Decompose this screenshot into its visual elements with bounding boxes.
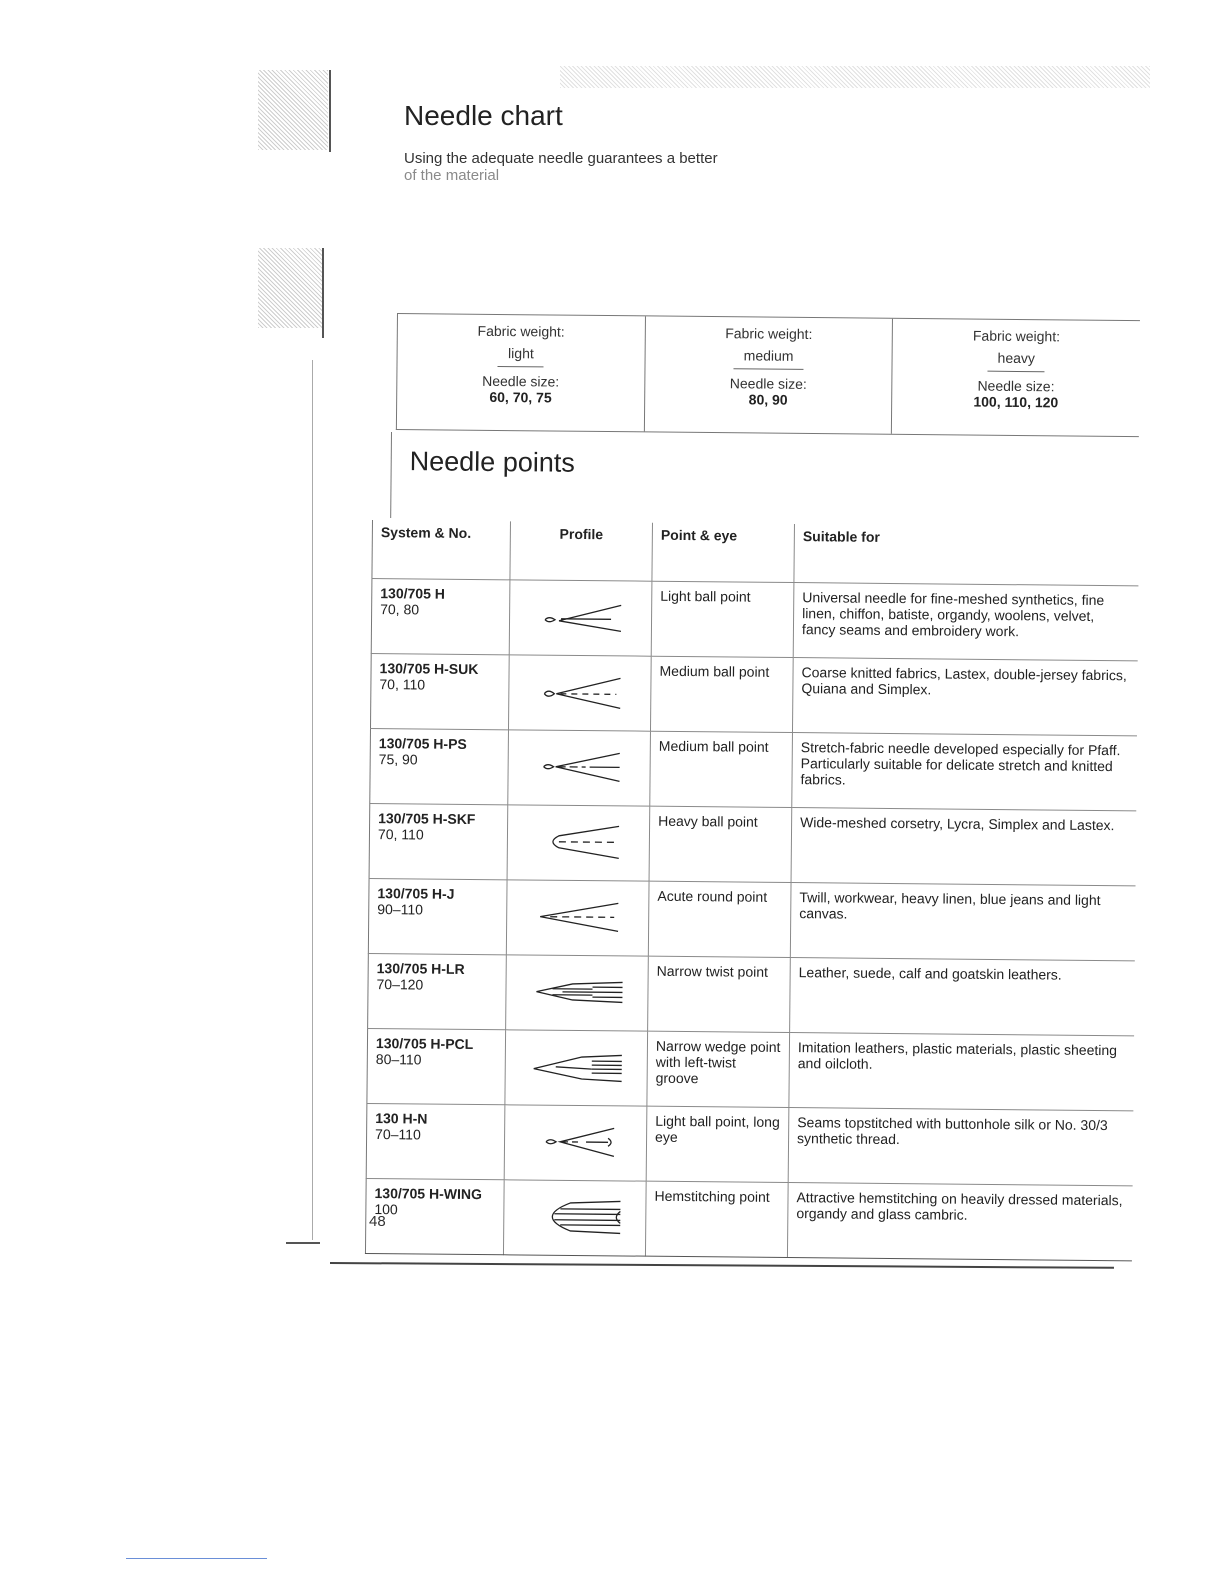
point-cell: Acute round point bbox=[648, 881, 791, 957]
section-title: Needle points bbox=[409, 446, 575, 478]
stretch-needle-icon bbox=[529, 746, 629, 787]
profile-cell bbox=[507, 805, 650, 881]
page-title: Needle chart bbox=[404, 100, 563, 131]
system-code: 130/705 H-SKF bbox=[378, 810, 476, 828]
needle-numbers: 80–110 bbox=[375, 1051, 422, 1068]
profile-cell bbox=[504, 1105, 647, 1181]
needle-numbers: 70, 110 bbox=[377, 826, 424, 843]
fabric-weight-label: Fabric weight: bbox=[477, 322, 565, 340]
profile-cell bbox=[505, 1030, 648, 1106]
intro-line-1: Using the adequate needle guarantees a better bbox=[404, 150, 718, 167]
table-row bbox=[369, 803, 1136, 885]
bottom-rule bbox=[330, 1262, 1114, 1269]
system-code: 130/705 H-PCL bbox=[375, 1035, 474, 1052]
needle-points-table bbox=[365, 520, 1139, 1261]
light-ball-point-needle-icon bbox=[530, 596, 630, 637]
system-cell bbox=[367, 1028, 506, 1104]
needle-numbers: 70, 80 bbox=[380, 601, 420, 618]
profile-cell bbox=[508, 655, 651, 731]
system-code: 130/705 H-SUK bbox=[379, 660, 479, 678]
scan-edge-line bbox=[329, 70, 331, 152]
heavy-ball-point-needle-icon bbox=[528, 821, 628, 862]
table-row bbox=[366, 1103, 1133, 1185]
scan-edge-line bbox=[322, 248, 324, 338]
system-code: 130/705 H-PS bbox=[378, 735, 467, 752]
point-cell: Medium ball point bbox=[650, 656, 793, 732]
system-code: 130 H-N bbox=[375, 1110, 428, 1127]
profile-cell bbox=[506, 880, 649, 956]
point-cell: Narrow wedge point with left-twist groove bbox=[647, 1031, 790, 1107]
system-code: 130/705 H-J bbox=[377, 885, 455, 902]
wedge-point-needle-icon bbox=[521, 1048, 631, 1085]
system-code: 130/705 H bbox=[380, 585, 445, 602]
needle-numbers: 70–120 bbox=[376, 976, 424, 993]
system-cell bbox=[368, 953, 507, 1029]
table-row bbox=[370, 728, 1137, 810]
table-row bbox=[368, 878, 1135, 960]
system-cell bbox=[365, 1178, 504, 1254]
needle-numbers: 70, 110 bbox=[379, 676, 426, 693]
blue-rule bbox=[126, 1558, 267, 1559]
system-code: 130/705 H-WING bbox=[374, 1185, 482, 1203]
suitable-cell: Leather, suede, calf and goatskin leathers. bbox=[790, 958, 1135, 1036]
medium-ball-point-needle-icon bbox=[530, 671, 630, 712]
acute-round-point-needle-icon bbox=[528, 896, 628, 937]
header-suitable: Suitable for bbox=[794, 524, 1139, 586]
needle-numbers: 70–110 bbox=[375, 1126, 421, 1143]
fabric-weight-value: heavy bbox=[987, 344, 1045, 373]
profile-cell bbox=[509, 580, 652, 656]
profile-cell bbox=[506, 955, 649, 1031]
intro-line-2: of the material bbox=[404, 167, 500, 184]
intro-text bbox=[404, 150, 784, 184]
needle-size-label: Needle size: bbox=[729, 375, 807, 392]
fabric-weight-label: Fabric weight: bbox=[725, 325, 813, 342]
suitable-cell: Coarse knitted fabrics, Lastex, double-jersey fabrics, Quiana and Simplex. bbox=[792, 658, 1137, 736]
needle-numbers: 75, 90 bbox=[378, 751, 418, 768]
fabric-column-heavy bbox=[892, 319, 1140, 436]
header-system: System & No. bbox=[372, 520, 511, 580]
needle-points-section bbox=[390, 432, 1140, 525]
system-cell bbox=[366, 1103, 505, 1179]
suitable-cell: Twill, workwear, heavy linen, blue jeans and light canvas. bbox=[790, 883, 1135, 961]
needle-numbers: 90–110 bbox=[377, 901, 424, 918]
point-cell: Light ball point bbox=[651, 581, 794, 657]
needle-size-value: 80, 90 bbox=[748, 391, 788, 408]
suitable-cell: Seams topstitched with buttonhole silk or No. 30/3 synthetic thread. bbox=[788, 1108, 1133, 1186]
scan-noise-left bbox=[258, 248, 324, 328]
table-row bbox=[370, 653, 1137, 735]
header-profile: Profile bbox=[510, 521, 653, 581]
system-cell bbox=[370, 728, 509, 804]
needle-size-label: Needle size: bbox=[482, 372, 560, 390]
profile-cell bbox=[503, 1180, 646, 1256]
point-cell: Narrow twist point bbox=[648, 956, 791, 1032]
table-header-row bbox=[372, 520, 1139, 586]
suitable-cell: Universal needle for fine-meshed synthetics, fine linen, chiffon, batiste, organdy, woolens, velvet, fancy seams and embroidery work. bbox=[793, 583, 1138, 661]
fabric-column-light bbox=[397, 314, 646, 431]
point-cell: Medium ball point bbox=[650, 731, 793, 807]
long-eye-needle-icon bbox=[525, 1121, 625, 1162]
fabric-weight-value: medium bbox=[734, 341, 804, 370]
needle-numbers: 100 bbox=[374, 1201, 398, 1218]
system-cell bbox=[369, 803, 508, 879]
fabric-column-medium bbox=[645, 316, 894, 433]
system-cell bbox=[371, 579, 510, 655]
point-cell: Heavy ball point bbox=[649, 806, 792, 882]
scan-noise-top-left bbox=[258, 70, 328, 150]
point-cell: Light ball point, long eye bbox=[646, 1106, 789, 1182]
system-cell bbox=[368, 878, 507, 954]
table-row bbox=[368, 953, 1135, 1035]
system-cell bbox=[370, 653, 509, 729]
suitable-cell: Imitation leathers, plastic materials, plastic sheeting and oilcloth. bbox=[789, 1033, 1134, 1111]
scan-edge-line bbox=[312, 360, 313, 1240]
table-row bbox=[371, 579, 1138, 661]
table-row bbox=[365, 1178, 1132, 1260]
fabric-weight-label: Fabric weight: bbox=[972, 327, 1061, 345]
suitable-cell: Wide-meshed corsetry, Lycra, Simplex and Lastex. bbox=[791, 808, 1136, 886]
system-code: 130/705 H-LR bbox=[376, 960, 465, 977]
fabric-weight-value: light bbox=[498, 339, 544, 367]
page-number: 48 bbox=[369, 1213, 386, 1230]
scan-edge-line bbox=[286, 1242, 320, 1244]
header-point: Point & eye bbox=[652, 523, 795, 583]
scan-noise-top bbox=[560, 66, 1150, 88]
needle-size-value: 60, 70, 75 bbox=[489, 388, 552, 406]
point-cell: Hemstitching point bbox=[645, 1181, 788, 1257]
profile-cell bbox=[508, 730, 651, 806]
hemstitching-needle-icon bbox=[520, 1196, 630, 1237]
twist-point-needle-icon bbox=[522, 973, 632, 1010]
suitable-cell: Stretch-fabric needle developed especially for Pfaff. Particularly suitable for delicate stretch and knitted fabrics. bbox=[792, 733, 1137, 811]
needle-size-label: Needle size: bbox=[977, 377, 1055, 395]
suitable-cell: Attractive hemstitching on heavily dressed materials, organdy and glass cambric. bbox=[787, 1183, 1132, 1261]
needle-size-value: 100, 110, 120 bbox=[973, 393, 1059, 411]
fabric-weight-table bbox=[396, 313, 1140, 437]
table-row bbox=[367, 1028, 1134, 1110]
